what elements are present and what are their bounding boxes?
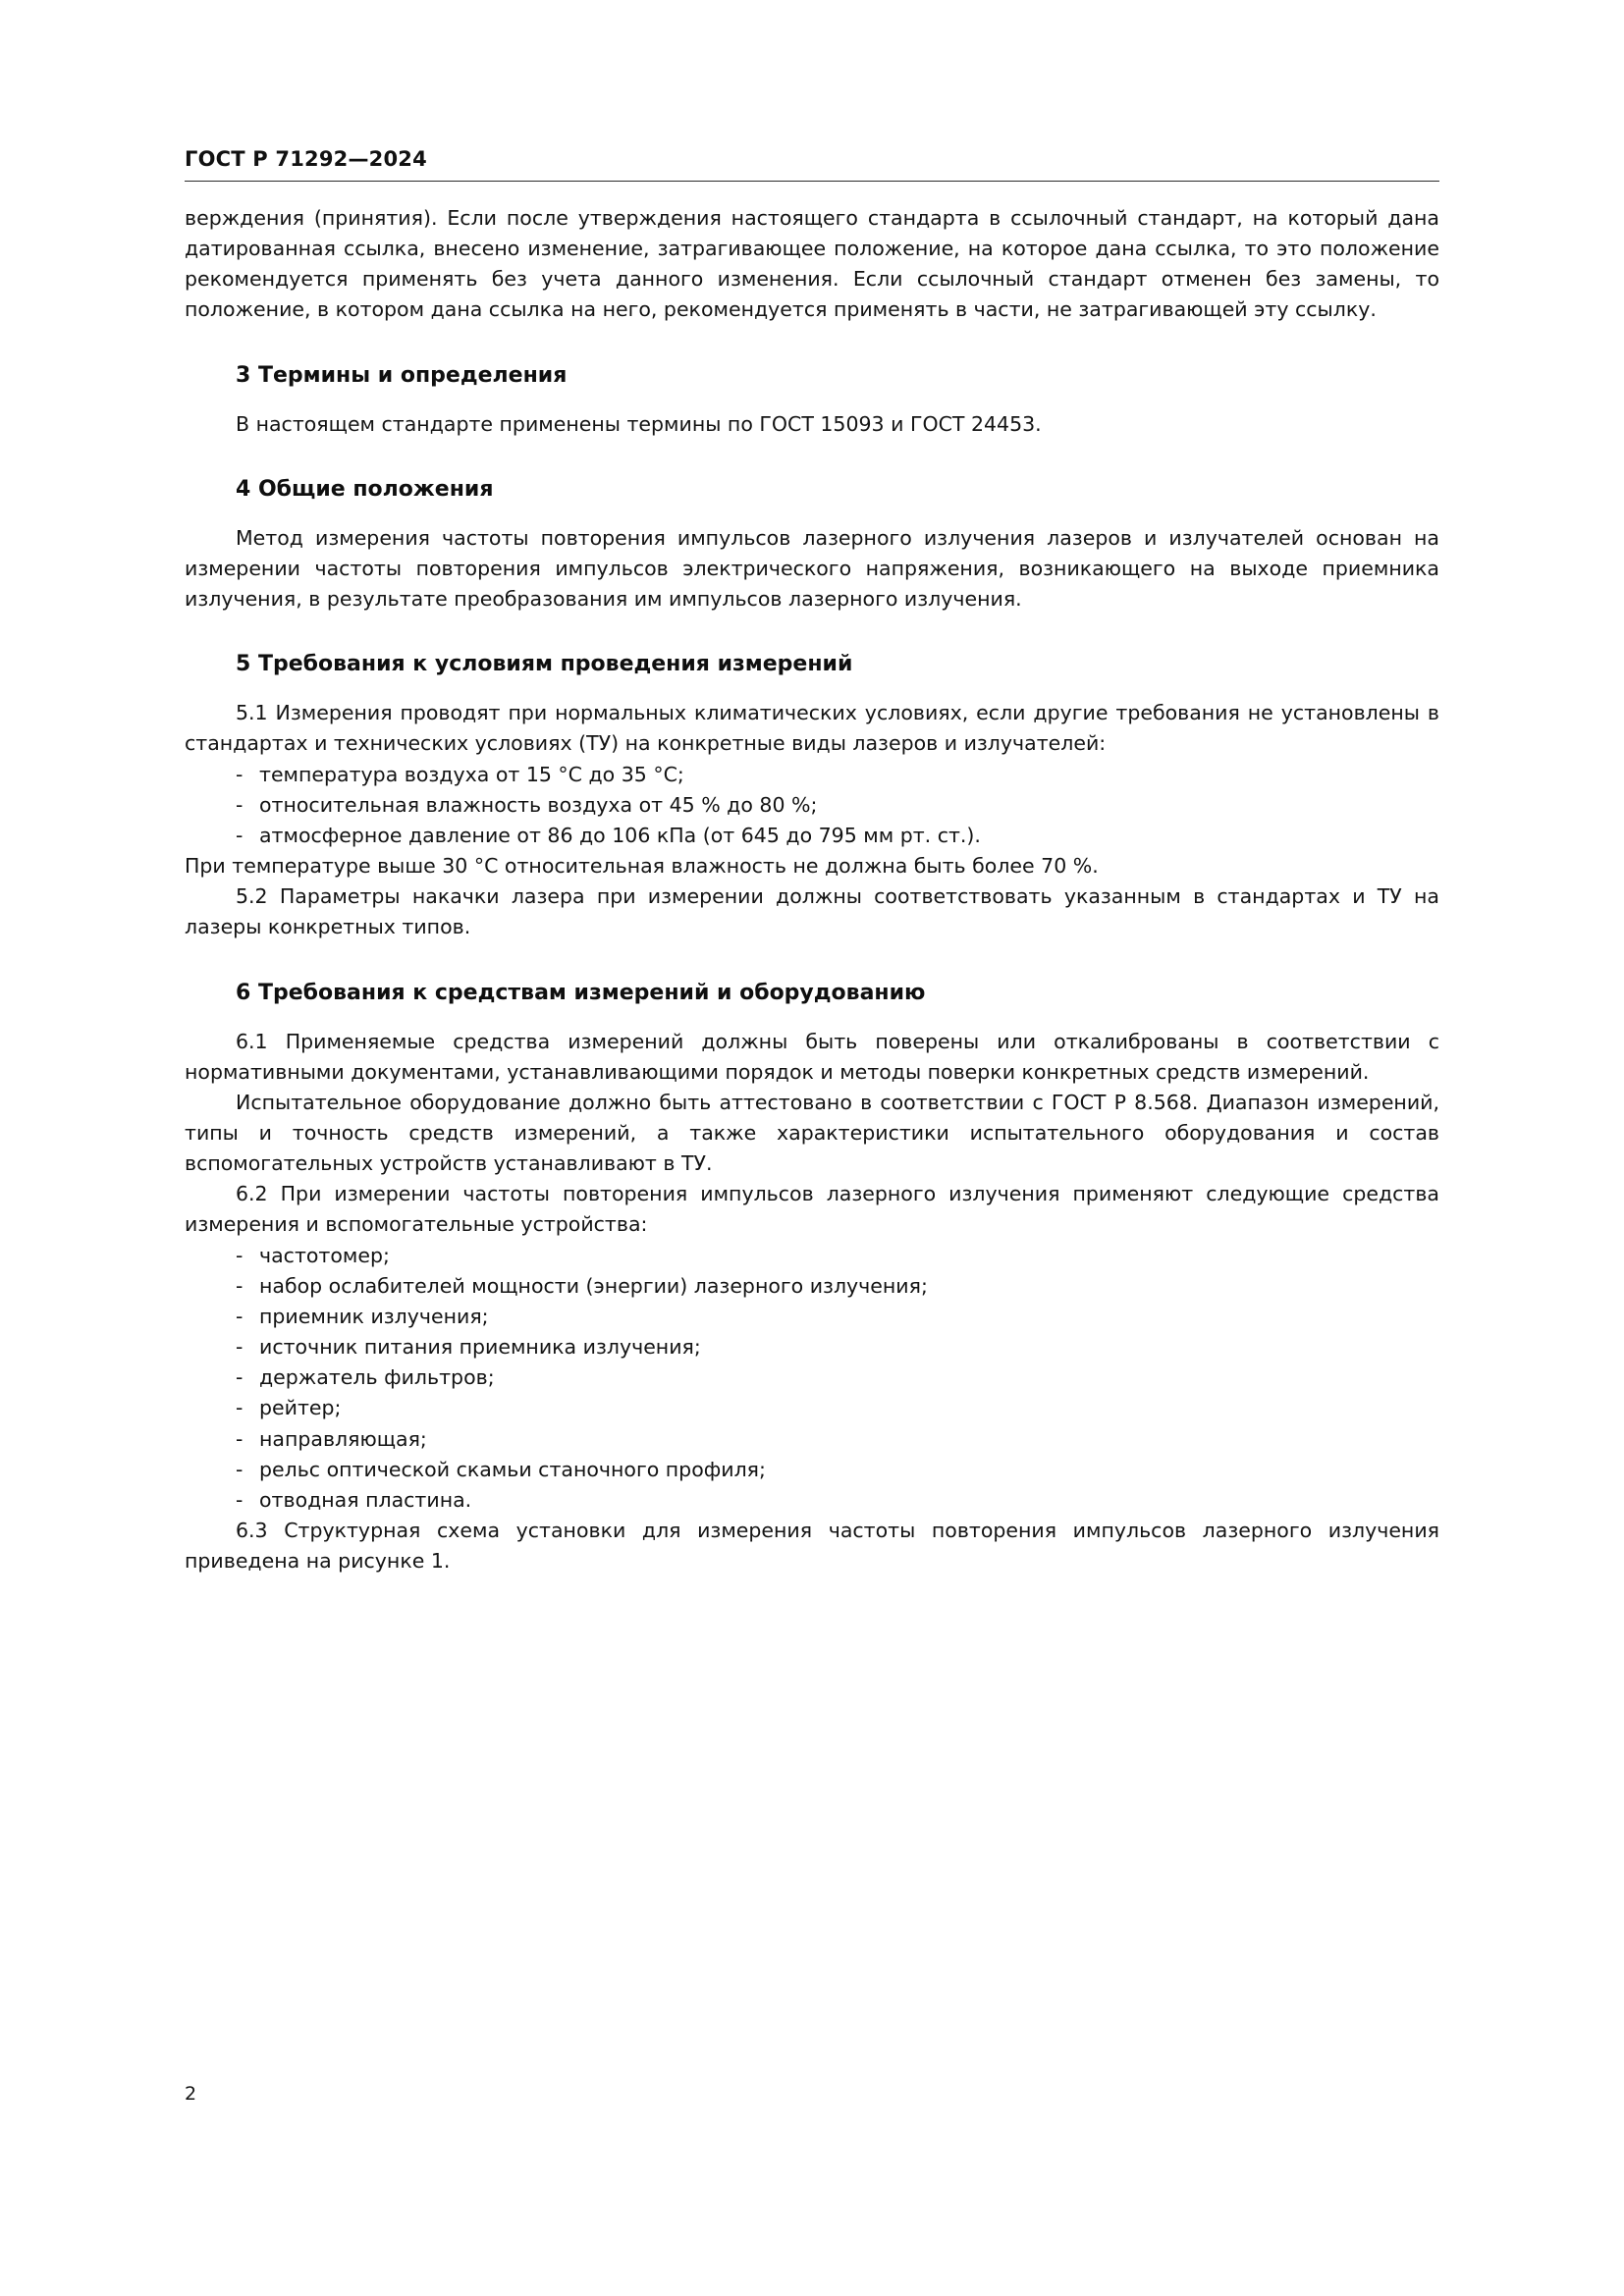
list-item: - направляющая;	[185, 1424, 1439, 1455]
section-6-equipment-list	[185, 1241, 1439, 1516]
section-5-conditions-list	[185, 760, 1439, 851]
list-item: - источник питания приемника излучения;	[185, 1332, 1439, 1362]
list-item: - температура воздуха от 15 °С до 35 °С;	[185, 760, 1439, 790]
header-divider	[185, 181, 1439, 182]
section-heading-4: 4 Общие положения	[236, 476, 494, 502]
section-heading-3: 3 Термины и определения	[236, 362, 568, 388]
section-5-after-list-1: При температуре выше 30 °С относительная влажность не должна быть более 70 %.	[185, 854, 1099, 879]
list-item: - набор ослабителей мощности (энергии) лазерного излучения;	[185, 1271, 1439, 1302]
list-item: - атмосферное давление от 86 до 106 кПа (от 645 до 795 мм рт. ст.).	[185, 821, 1439, 851]
section-heading-6: 6 Требования к средствам измерений и оборудованию	[236, 980, 926, 1005]
section-5-after-list-2: 5.2 Параметры накачки лазера при измерении должны соответствовать указанным в стандартах и ТУ на лазеры конкретных типов.	[185, 884, 1439, 939]
list-item: - относительная влажность воздуха от 45 % до 80 %;	[185, 790, 1439, 821]
list-item: - частотомер;	[185, 1241, 1439, 1271]
page-content	[185, 147, 1439, 1576]
section-5-paragraph-1: 5.1 Измерения проводят при нормальных климатических условиях, если другие требования не установлены в стандартах и технических условиях (ТУ) на конкретные виды лазеров и излучателей:	[185, 701, 1439, 756]
section-3-paragraph-1: В настоящем стандарте применены термины по ГОСТ 15093 и ГОСТ 24453.	[236, 411, 1042, 436]
list-item: - рельс оптической скамьи станочного профиля;	[185, 1455, 1439, 1485]
intro-paragraph: верждения (принятия). Если после утверждения настоящего стандарта в ссылочный стандарт, на который дана датированная ссылка, внесено изменение, затрагивающее положение, на которое дана ссылка, то это положение рекомендуется применять без учета данного изменения. Если ссылочный стандарт отменен без замены, то положение, в котором дана ссылка на него, рекомендуется применять в части, не затрагивающей эту ссылку.	[185, 206, 1439, 322]
section-6-paragraph-3: 6.2 При измерении частоты повторения импульсов лазерного излучения применяют следующие средства измерения и вспомогательные устройства:	[185, 1182, 1439, 1237]
section-6-after-list-1: 6.3 Структурная схема установки для измерения частоты повторения импульсов лазерного излучения приведена на рисунке 1.	[185, 1519, 1439, 1574]
list-item: - рейтер;	[185, 1393, 1439, 1423]
section-4-paragraph-1: Метод измерения частоты повторения импульсов лазерного излучения лазеров и излучателей основан на измерении частоты повторения импульсов электрического напряжения, возникающего на выходе приемника излучения, в результате преобразования им импульсов лазерного излучения.	[185, 525, 1439, 612]
list-item: - приемник излучения;	[185, 1302, 1439, 1332]
section-heading-5: 5 Требования к условиям проведения измерений	[236, 652, 853, 677]
list-item: - отводная пластина.	[185, 1485, 1439, 1516]
page-number: 2	[185, 2083, 197, 2105]
standard-identifier: ГОСТ Р 71292—2024	[185, 147, 427, 171]
section-6-paragraph-1: 6.1 Применяемые средства измерений должны быть поверены или откалиброваны в соответствии с нормативными документами, устанавливающими порядок и методы поверки конкретных средств измерений.	[185, 1029, 1439, 1084]
section-6-paragraph-2: Испытательное оборудование должно быть аттестовано в соответствии с ГОСТ Р 8.568. Диапазон измерений, типы и точность средств измерений, а также характеристики испытательного оборудования и состав вспомогательных устройств устанавливают в ТУ.	[185, 1090, 1439, 1176]
list-item: - держатель фильтров;	[185, 1362, 1439, 1393]
